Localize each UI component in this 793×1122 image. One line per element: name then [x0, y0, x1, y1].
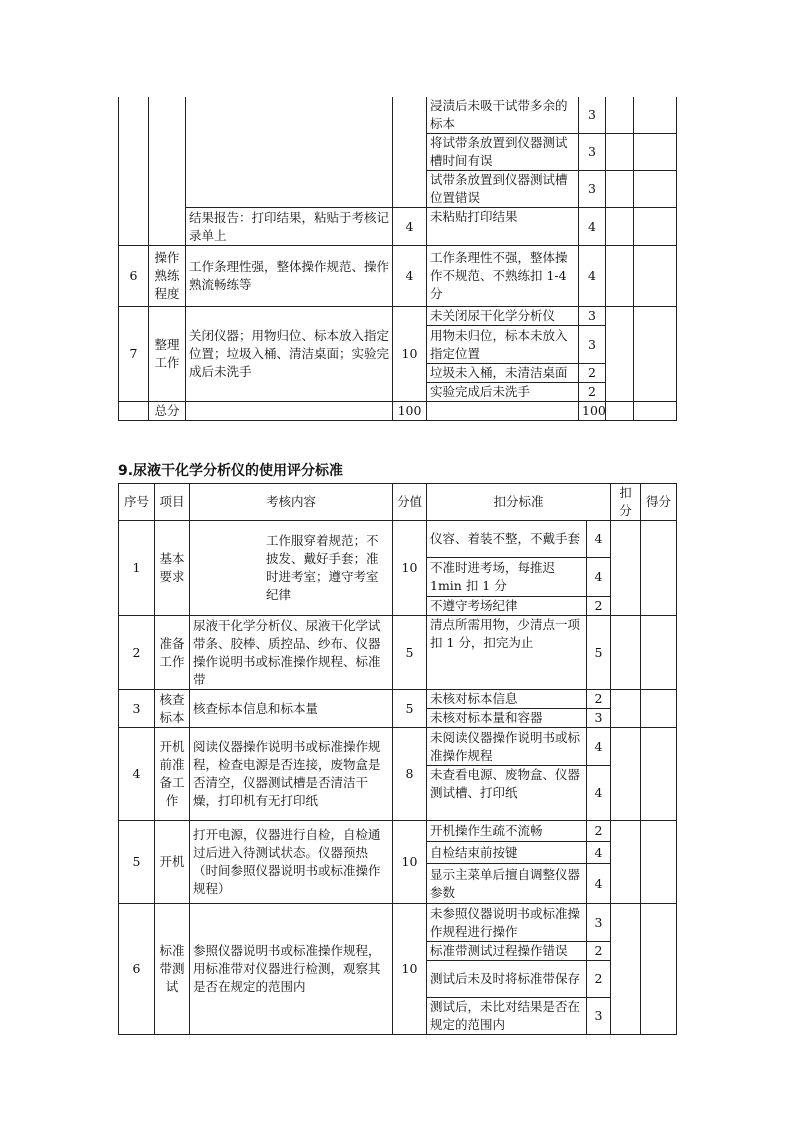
section-no: 6	[119, 904, 155, 1035]
criteria-score: 3	[579, 134, 606, 171]
criteria-cell: 测试后未及时将标准带保存	[427, 961, 587, 998]
score-cell	[634, 208, 677, 246]
section-no: 5	[119, 821, 155, 904]
content-cell	[186, 97, 393, 208]
value-cell: 5	[393, 690, 427, 728]
criteria-score: 2	[579, 364, 606, 383]
criteria-score: 2	[587, 942, 611, 961]
urine-analyzer-scoring-table	[118, 483, 677, 1035]
criteria-cell: 未核对标本量和容器	[427, 709, 587, 728]
section-no: 4	[119, 728, 155, 821]
criteria-score: 2	[587, 961, 611, 998]
criteria-cell: 工作条理性不强，整体操作不规范、不熟练扣 1-4 分	[427, 246, 579, 307]
section-name: 准备工作	[155, 616, 190, 690]
criteria-score: 3	[587, 998, 611, 1035]
criteria-score: 4	[587, 521, 611, 558]
header-score: 得分	[641, 484, 677, 521]
section-no: 7	[119, 307, 149, 402]
criteria-cell: 测试后，未比对结果是否在规定的范围内	[427, 998, 587, 1035]
total-score: 100	[579, 402, 606, 421]
criteria-score: 2	[587, 597, 611, 616]
deduct-cell	[611, 821, 641, 904]
score-cell	[641, 904, 677, 1035]
deduct-cell	[606, 402, 634, 421]
value-cell: 8	[393, 728, 427, 821]
criteria-score: 2	[587, 690, 611, 709]
criteria-score: 3	[579, 307, 606, 326]
scoring-table-continued	[118, 97, 677, 421]
criteria-score: 2	[579, 383, 606, 402]
deduct-cell	[611, 728, 641, 821]
deduct-cell	[606, 171, 634, 208]
criteria-score: 4	[587, 864, 611, 904]
criteria-score: 5	[587, 616, 611, 690]
criteria-cell: 开机操作生疏不流畅	[427, 821, 587, 842]
value-cell: 10	[393, 521, 427, 616]
section-no: 1	[119, 521, 155, 616]
criteria-score: 4	[587, 766, 611, 821]
criteria-score: 4	[587, 728, 611, 766]
header-value: 分值	[393, 484, 427, 521]
criteria-cell: 未关闭尿干化学分析仪	[427, 307, 579, 326]
criteria-cell: 垃圾未入桶，未清洁桌面	[427, 364, 579, 383]
score-cell	[641, 821, 677, 904]
content-cell: 阅读仪器操作说明书或标准操作规程，检查电源是否连接，废物盒是否清空，仪器测试槽是否清洁干燥，打印机有无打印纸	[190, 728, 393, 821]
score-cell	[634, 246, 677, 307]
score-cell	[634, 97, 677, 134]
section-no: 6	[119, 246, 149, 307]
criteria-cell: 自检结束前按键	[427, 842, 587, 864]
content-cell: 工作条理性强，整体操作规范、操作熟流畅练等	[186, 246, 393, 307]
criteria-cell: 未粘贴打印结果	[427, 208, 579, 246]
content-cell: 关闭仪器；用物归位、标本放入指定位置；垃圾入桶、清洁桌面；实验完成后未洗手	[186, 307, 393, 402]
criteria-cell: 用物未归位，标本未放入指定位置	[427, 326, 579, 364]
section-name: 开机	[155, 821, 190, 904]
content-cell: 核查标本信息和标本量	[190, 690, 393, 728]
criteria-cell: 清点所需用物，少清点一项扣 1 分，扣完为止	[427, 616, 587, 690]
value-cell: 4	[393, 208, 427, 246]
score-cell	[641, 616, 677, 690]
criteria-score: 3	[579, 326, 606, 364]
no-cell-cont	[119, 97, 149, 246]
header-no: 序号	[119, 484, 155, 521]
deduct-cell	[611, 690, 641, 728]
criteria-score: 3	[587, 904, 611, 942]
header-content: 考核内容	[190, 484, 393, 521]
header-deduct: 扣分	[611, 484, 641, 521]
criteria-cell: 不遵守考场纪律	[427, 597, 587, 616]
deduct-cell	[606, 246, 634, 307]
criteria-cell: 浸渍后未吸干试带多余的标本	[427, 97, 579, 134]
criteria-score: 4	[587, 558, 611, 597]
content-cell: 参照仪器说明书或标准操作规程，用标准带对仪器进行检测，观察其是否在规定的范围内	[190, 904, 393, 1035]
criteria-score: 2	[587, 821, 611, 842]
value-cell	[393, 97, 427, 208]
criteria-cell: 未核对标本信息	[427, 690, 587, 709]
section-title: 9.尿液干化学分析仪的使用评分标准	[118, 463, 344, 479]
criteria-score: 4	[579, 208, 606, 246]
section-name: 基本要求	[155, 521, 190, 616]
value-cell: 4	[393, 246, 427, 307]
total-value: 100	[393, 402, 427, 421]
total-criteria-cell	[427, 402, 579, 421]
score-cell	[641, 521, 677, 616]
score-cell	[641, 728, 677, 821]
section-name: 操作熟练程度	[149, 246, 186, 307]
criteria-cell: 不准时进考场，每推迟 1min 扣 1 分	[427, 558, 587, 597]
deduct-cell	[606, 208, 634, 246]
score-cell	[634, 402, 677, 421]
criteria-score: 3	[587, 709, 611, 728]
criteria-score: 4	[579, 246, 606, 307]
score-cell	[634, 307, 677, 402]
content-cell: 工作服穿着规范；不披发、戴好手套；准时进考室；遵守考室纪律	[190, 521, 393, 616]
content-cell: 结果报告：打印结果，粘贴于考核记录单上	[186, 208, 393, 246]
total-label: 总分	[149, 402, 186, 421]
deduct-cell	[611, 616, 641, 690]
value-cell: 10	[393, 904, 427, 1035]
section-no: 2	[119, 616, 155, 690]
value-cell: 10	[393, 307, 427, 402]
value-cell: 10	[393, 821, 427, 904]
score-cell	[641, 690, 677, 728]
section-name: 整理工作	[149, 307, 186, 402]
deduct-cell	[611, 904, 641, 1035]
total-no-cell	[119, 402, 149, 421]
criteria-cell: 未参照仪器说明书或标准操作规程进行操作	[427, 904, 587, 942]
score-cell	[634, 134, 677, 171]
criteria-score: 3	[579, 97, 606, 134]
criteria-score: 3	[579, 171, 606, 208]
criteria-cell: 将试带条放置到仪器测试槽时间有误	[427, 134, 579, 171]
section-name: 开机前准备工作	[155, 728, 190, 821]
value-cell: 5	[393, 616, 427, 690]
deduct-cell	[606, 97, 634, 134]
criteria-cell: 试带条放置到仪器测试槽位置错误	[427, 171, 579, 208]
criteria-cell: 实验完成后未洗手	[427, 383, 579, 402]
criteria-cell: 标准带测试过程操作错误	[427, 942, 587, 961]
criteria-cell: 显示主菜单后擅自调整仪器参数	[427, 864, 587, 904]
header-item: 项目	[155, 484, 190, 521]
score-cell	[634, 171, 677, 208]
content-cell: 打开电源，仪器进行自检，自检通过后进入待测试状态。仪器预热（时间参照仪器说明书或标准操作规程）	[190, 821, 393, 904]
content-cell: 尿液干化学分析仪、尿液干化学试带条、胶棒、质控品、纱布、仪器操作说明书或标准操作规程、标准带	[190, 616, 393, 690]
item-cell-cont	[149, 97, 186, 246]
criteria-score: 4	[587, 842, 611, 864]
criteria-cell: 未阅读仪器操作说明书或标准操作规程	[427, 728, 587, 766]
deduct-cell	[606, 307, 634, 402]
section-name: 核查标本	[155, 690, 190, 728]
deduct-cell	[611, 521, 641, 616]
total-content-cell	[186, 402, 393, 421]
criteria-cell: 未查看电源、废物盒、仪器测试槽、打印纸	[427, 766, 587, 821]
criteria-cell: 仪容、着装不整，不戴手套	[427, 521, 587, 558]
section-no: 3	[119, 690, 155, 728]
header-criteria: 扣分标准	[427, 484, 611, 521]
deduct-cell	[606, 134, 634, 171]
section-name: 标准带测试	[155, 904, 190, 1035]
